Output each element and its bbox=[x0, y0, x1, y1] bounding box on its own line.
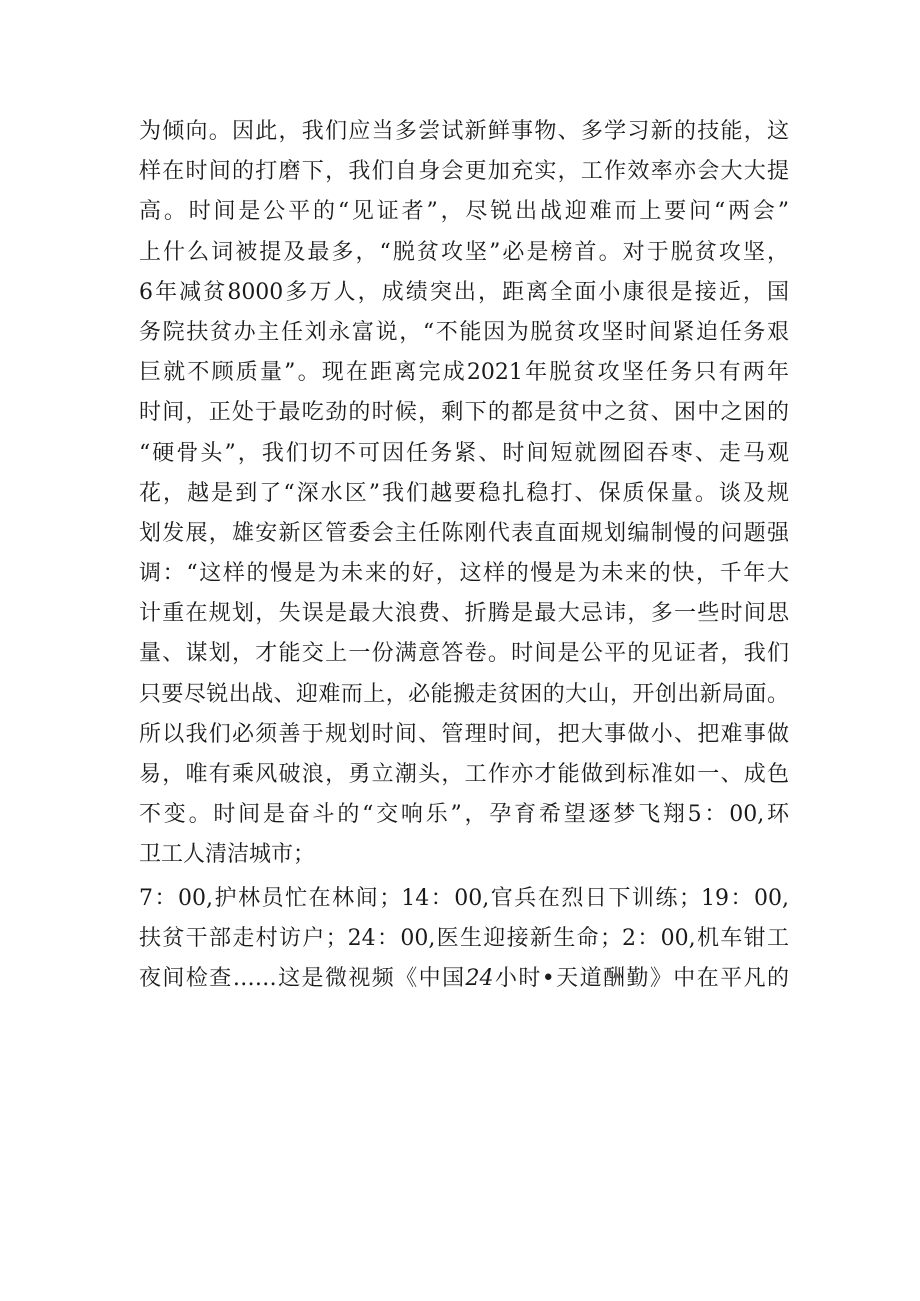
text-line: 巨就不顾质量”。现在距离完成2021年脱贫攻坚任务只有两年 bbox=[139, 360, 789, 386]
text-line: 扶贫干部走村访户；24：00,医生迎接新生命；2：00,机车钳工 bbox=[139, 925, 789, 951]
text-line: 计重在规划，失误是最大浪费、折腾是最大忌讳，多一些时间思 bbox=[139, 601, 789, 627]
text-line: 时间，正处于最吃劲的时候，剩下的都是贫中之贫、困中之困的 bbox=[139, 400, 789, 426]
text-line: 划发展，雄安新区管委会主任陈刚代表直面规划编制慢的问题强 bbox=[139, 520, 789, 546]
text-line: 卫工人清洁城市； bbox=[139, 842, 316, 868]
text-line: 7：00,护林员忙在林间；14：00,官兵在烈日下训练；19：00, bbox=[139, 885, 789, 911]
text-line: 6年减贫8000多万人，成绩突出，距离全面小康很是接近，国 bbox=[139, 279, 789, 305]
text-line: 不变。时间是奋斗的“交响乐”，孕育希望逐梦飞翔5：00,环 bbox=[139, 802, 789, 828]
text-line: 量、谋划，才能交上一份满意答卷。时间是公平的见证者，我们 bbox=[139, 641, 789, 667]
italic-number: 24 bbox=[465, 965, 494, 991]
text-segment: 小时•天道酬勤》中在平凡的 bbox=[493, 965, 789, 991]
text-line: 只要尽锐出战、迎难而上，必能搬走贫困的大山，开创出新局面。 bbox=[139, 681, 789, 707]
text-line: 样在时间的打磨下，我们自身会更加充实，工作效率亦会大大提 bbox=[139, 159, 789, 185]
text-line: 上什么词被提及最多，“脱贫攻坚”必是榜首。对于脱贫攻坚， bbox=[139, 239, 789, 265]
text-line: “硬骨头”，我们切不可因任务紧、时间短就囫囵吞枣、走马观 bbox=[139, 440, 789, 466]
body-text bbox=[139, 112, 789, 999]
text-line-final bbox=[139, 959, 789, 999]
text-line: 务院扶贫办主任刘永富说，“不能因为脱贫攻坚时间紧迫任务艰 bbox=[139, 319, 789, 345]
text-line: 花，越是到了“深水区”我们越要稳扎稳打、保质保量。谈及规 bbox=[139, 480, 789, 506]
text-segment: 夜间检查……这是微视频《中国 bbox=[139, 965, 466, 991]
text-line: 调：“这样的慢是为未来的好，这样的慢是为未来的快，千年大 bbox=[139, 561, 789, 587]
text-line: 高。时间是公平的“见证者”，尽锐出战迎难而上要问“两会” bbox=[139, 199, 789, 225]
text-line: 为倾向。因此，我们应当多尝试新鲜事物、多学习新的技能，这 bbox=[139, 119, 789, 144]
text-line: 易，唯有乘风破浪，勇立潮头，工作亦才能做到标准如一、成色 bbox=[139, 762, 789, 787]
text-line: 所以我们必须善于规划时间、管理时间，把大事做小、把难事做 bbox=[139, 721, 789, 747]
